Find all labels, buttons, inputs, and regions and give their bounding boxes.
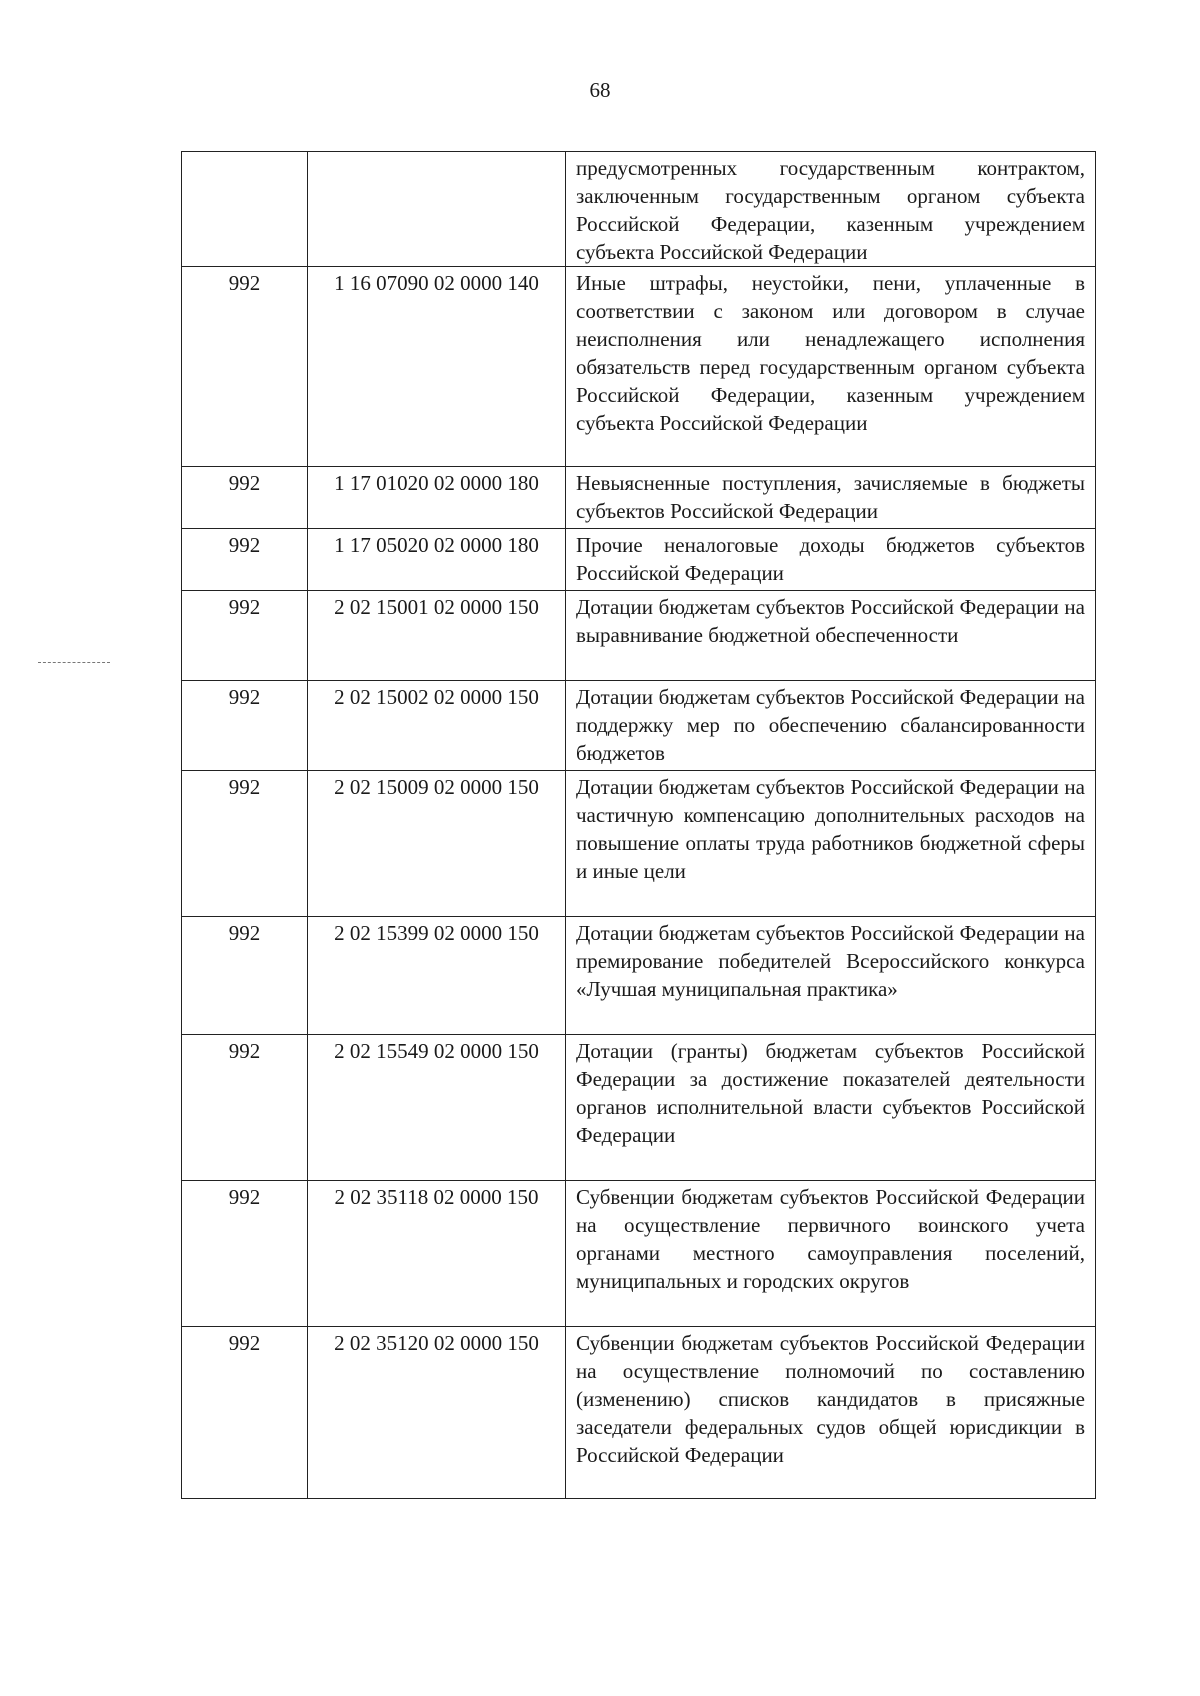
admin-code-cell: 992: [182, 1181, 308, 1327]
revenue-name-cell: Дотации бюджетам субъектов Российской Федерации на премирование победителей Всероссийского конкурса «Лучшая муниципальная практика»: [566, 917, 1096, 1035]
revenue-name-cell: Дотации бюджетам субъектов Российской Федерации на выравнивание бюджетной обеспеченности: [566, 591, 1096, 681]
budget-code-cell: 1 17 01020 02 0000 180: [308, 467, 566, 529]
revenue-codes-table: [181, 151, 1096, 1499]
revenue-name-cell: Субвенции бюджетам субъектов Российской Федерации на осуществление полномочий по составлению (изменению) списков кандидатов в присяжные заседатели федеральных судов общей юрисдикции в Российской Федерации: [566, 1327, 1096, 1499]
budget-code-cell: 1 17 05020 02 0000 180: [308, 529, 566, 591]
table-row: [182, 1327, 1096, 1499]
budget-code-cell: 2 02 15549 02 0000 150: [308, 1035, 566, 1181]
table-row: [182, 681, 1096, 771]
revenue-name-cell: Иные штрафы, неустойки, пени, уплаченные в соответствии с законом или договором в случае неисполнения или ненадлежащего исполнения обязательств перед государственным органом субъекта Российской Федерации, казенным учреждением субъекта Российской Федерации: [566, 267, 1096, 467]
admin-code-cell: 992: [182, 1327, 308, 1499]
table-row: [182, 1181, 1096, 1327]
admin-code-cell: 992: [182, 681, 308, 771]
budget-code-cell: 2 02 35118 02 0000 150: [308, 1181, 566, 1327]
admin-code-cell: [182, 152, 308, 267]
table-row: [182, 1035, 1096, 1181]
admin-code-cell: 992: [182, 467, 308, 529]
budget-code-cell: [308, 152, 566, 267]
revenue-name-cell: Прочие неналоговые доходы бюджетов субъектов Российской Федерации: [566, 529, 1096, 591]
admin-code-cell: 992: [182, 771, 308, 917]
revenue-name-cell: Дотации бюджетам субъектов Российской Федерации на частичную компенсацию дополнительных расходов на повышение оплаты труда работников бюджетной сферы и иные цели: [566, 771, 1096, 917]
admin-code-cell: 992: [182, 529, 308, 591]
table-row: [182, 467, 1096, 529]
budget-code-cell: 1 16 07090 02 0000 140: [308, 267, 566, 467]
page-number: 68: [589, 78, 611, 102]
admin-code-cell: 992: [182, 267, 308, 467]
admin-code-cell: 992: [182, 591, 308, 681]
table-row: [182, 771, 1096, 917]
budget-code-cell: 2 02 15001 02 0000 150: [308, 591, 566, 681]
admin-code-cell: 992: [182, 1035, 308, 1181]
revenue-name-cell: Дотации (гранты) бюджетам субъектов Российской Федерации за достижение показателей деятельности органов исполнительной власти субъектов Российской Федерации: [566, 1035, 1096, 1181]
table-row: [182, 267, 1096, 467]
admin-code-cell: 992: [182, 917, 308, 1035]
scan-artifact-line: [38, 662, 110, 663]
revenue-name-cell: Дотации бюджетам субъектов Российской Федерации на поддержку мер по обеспечению сбалансированности бюджетов: [566, 681, 1096, 771]
budget-code-cell: 2 02 15009 02 0000 150: [308, 771, 566, 917]
budget-code-cell: 2 02 35120 02 0000 150: [308, 1327, 566, 1499]
table-row: [182, 529, 1096, 591]
table-row: [182, 917, 1096, 1035]
revenue-name-cell: Субвенции бюджетам субъектов Российской Федерации на осуществление первичного воинского учета органами местного самоуправления поселений, муниципальных и городских округов: [566, 1181, 1096, 1327]
revenue-name-cell: предусмотренных государственным контрактом, заключенным государственным органом субъекта Российской Федерации, казенным учреждением субъекта Российской Федерации: [566, 152, 1096, 267]
table-row: [182, 152, 1096, 267]
table-row: [182, 591, 1096, 681]
budget-code-cell: 2 02 15399 02 0000 150: [308, 917, 566, 1035]
budget-code-cell: 2 02 15002 02 0000 150: [308, 681, 566, 771]
revenue-name-cell: Невыясненные поступления, зачисляемые в бюджеты субъектов Российской Федерации: [566, 467, 1096, 529]
